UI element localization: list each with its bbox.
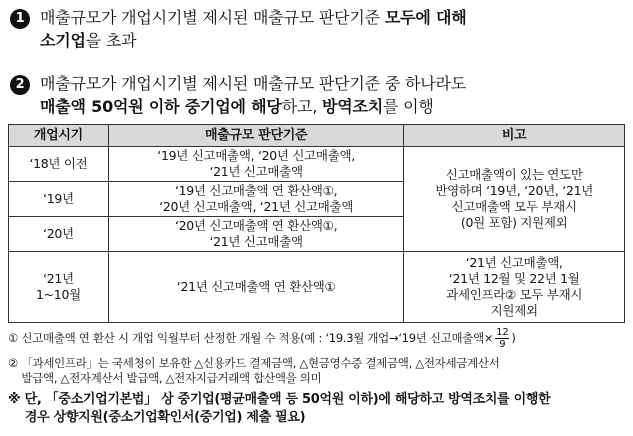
criteria-line: ‘19년 신고매출액, ‘20년 신고매출액, [157,148,355,163]
number-badge: 1 [10,9,30,29]
footnote-2 [8,356,628,386]
footnote-2-line: ② 「과세인프라」는 국세청이 보유한 △신용카드 결제금액, △현금영수증 결제금액, △전자세금계산서 [8,356,500,370]
condition-2-emphasis-a: 매출액 50억원 이하 중기업에 해당 [40,97,282,116]
condition-1 [10,6,625,52]
header-period: 개업시기 [9,125,109,147]
period-cell: ‘19년 [9,182,109,217]
footnote-1 [8,327,628,350]
condition-2-tail: 를 이행 [383,97,434,116]
remark-cell-top [404,147,625,252]
criteria-line: ‘20년 신고매출액, ‘21년 신고매출액 [159,199,354,214]
period-cell: ‘18년 이전 [9,147,109,182]
period-cell [9,252,109,323]
remark-line: 반영하며 ‘19년, ‘20년, ‘21년 [435,183,594,198]
fraction-numerator: 12 [496,327,509,338]
criteria-cell [108,182,403,217]
fraction-denominator: 9 [499,339,506,350]
criteria-line: ‘20년 신고매출액 연 환산액①, [174,218,338,233]
period-cell: ‘20년 [9,217,109,252]
remark-line: 지원제외 [490,303,538,318]
condition-2-emphasis-b: 방역조치 [321,97,384,116]
footnote-1-text: ① 신고매출액 연 환산 시 개업 익월부터 산정한 개월 수 적용(예 : ‘19.3월 개업→‘19년 신고매출액× [8,331,494,345]
condition-1-emphasis: 모두에 대해 [384,8,467,27]
criteria-table [8,124,625,323]
period-line: ‘21년 [43,271,74,286]
special-note-line: ※ 단, 「중소기업기본법」 상 중기업(평균매출액 등 50억원 이하)에 해당하고 방역조치를 이행한 [8,392,551,407]
special-note [8,391,628,427]
condition-2 [10,72,625,118]
condition-2-mid: 하고, [281,97,322,116]
table-header-row [9,125,625,147]
criteria-line: ‘19년 신고매출액 연 환산액①, [174,183,338,198]
condition-1-emphasis-2: 소기업 [40,31,86,50]
header-criteria: 매출규모 판단기준 [108,125,403,147]
remark-cell-bottom [404,252,625,323]
fraction [495,327,509,350]
condition-1-tail: 을 초과 [85,31,137,50]
footnote-2-line: 발급액, △전자계산서 발급액, △전자지급거래액 합산액을 의미 [8,371,322,385]
remark-line: ‘21년 신고매출액, [465,255,563,270]
header-remark: 비고 [404,125,625,147]
table-row [9,252,625,323]
criteria-cell [108,217,403,252]
criteria-line: ‘21년 신고매출액 [209,234,303,249]
condition-1-text: 매출규모가 개업시기별 제시된 매출규모 판단기준 [40,8,385,27]
remark-line: ‘21년 12월 및 22년 1월 [448,271,580,286]
remark-line: 신고매출액 모두 부재시 [451,199,577,214]
special-note-line: 경우 상향지원(중소기업확인서(중기업) 제출 필요) [8,410,306,425]
remark-line: 신고매출액이 있는 연도만 [445,167,583,182]
remark-line: (0원 포함) 지원제외 [460,215,568,230]
table-row [9,147,625,182]
period-line: 1~10월 [35,287,81,302]
condition-2-text: 매출규모가 개업시기별 제시된 매출규모 판단기준 중 하나라도 [40,74,466,93]
criteria-line: ‘21년 신고매출액 [209,164,303,179]
number-badge: 2 [10,75,30,95]
criteria-cell [108,147,403,182]
remark-line: 과세인프라② 모두 부재시 [446,287,583,302]
criteria-cell: ‘21년 신고매출액 연 환산액① [108,252,403,323]
footnote-1-tail: ) [511,331,516,345]
